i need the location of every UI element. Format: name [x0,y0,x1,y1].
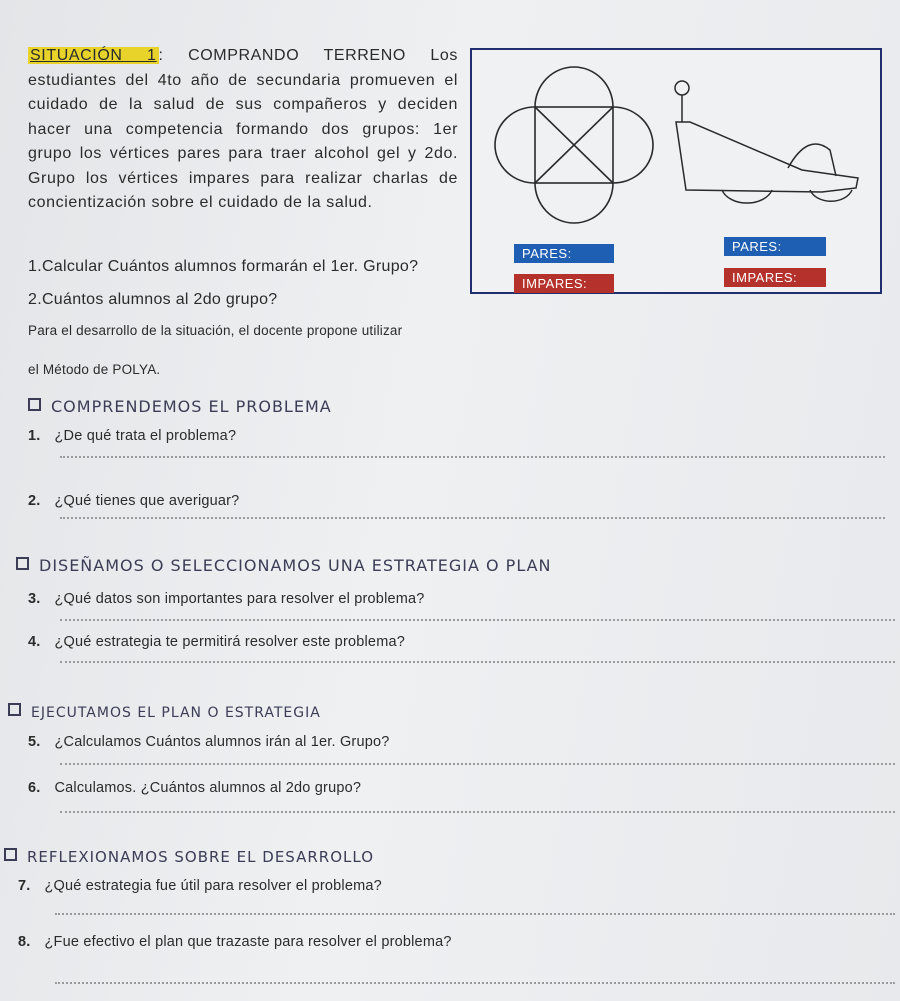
section-title: DISEÑAMOS O SELECCIONAMOS UNA ESTRATEGIA O PLAN [39,556,552,575]
question-7 [18,878,382,894]
answer-line-5[interactable] [60,763,895,765]
answer-line-2[interactable] [60,517,885,519]
question-number: 7. [18,878,31,894]
question-text: ¿Fue efectivo el plan que trazaste para resolver el problema? [44,934,452,950]
question-number: 5. [28,734,41,750]
answer-line-1[interactable] [60,456,885,458]
section-bullet-icon [16,557,29,570]
question-number: 1. [28,428,41,444]
section-title: EJECUTAMOS EL PLAN O ESTRATEGIA [31,705,321,721]
section-reflexionamos [4,848,374,866]
question-number: 6. [28,780,41,796]
intro-question-2: 2.Cuántos alumnos al 2do grupo? [28,291,278,308]
question-text: ¿Qué datos son importantes para resolver el problema? [54,591,425,607]
section-ejecutamos [8,703,321,721]
question-text: ¿Qué estrategia te permitirá resolver este problema? [54,634,405,650]
question-number: 4. [28,634,41,650]
method-paragraph-line-1: Para el desarrollo de la situación, el docente propone utilizar [28,323,403,338]
situation-label: SITUACIÓN 1 [30,47,157,64]
question-text: ¿Calculamos Cuántos alumnos irán al 1er. Grupo? [54,734,390,750]
question-number: 2. [28,493,41,509]
question-number: 8. [18,934,31,950]
question-3 [28,591,425,607]
situation-text [28,44,458,216]
section-title: REFLEXIONAMOS SOBRE EL DESARROLLO [27,848,375,866]
question-5 [28,734,390,750]
situation-body: : COMPRANDO TERRENO Los estudiantes del 4to año de secundaria promueven el cuidado de la salud de sus compañeros y deciden hacer una competencia formando dos grupos: 1er grupo los vértices pares para traer alcohol gel y 2do. Grupo los vértices impares para realizar charlas de concientización sobre el cuidado de la salud. [28,47,458,211]
question-text: ¿Qué estrategia fue útil para resolver el problema? [44,878,382,894]
section-bullet-icon [28,398,41,411]
answer-line-8[interactable] [55,982,895,984]
question-number: 3. [28,591,41,607]
left-pares-label: PARES: [514,244,614,263]
answer-line-4[interactable] [60,661,895,663]
right-pares-label: PARES: [724,237,826,256]
flower-square-figure [495,67,653,223]
question-6 [28,780,361,796]
section-title: COMPRENDEMOS EL PROBLEMA [51,397,332,416]
question-2 [28,493,239,509]
answer-line-7[interactable] [55,913,895,915]
section-disenamos [16,556,552,575]
question-4 [28,634,405,650]
right-impares-label: IMPARES: [724,268,826,287]
section-comprendemos [28,397,332,416]
cart-figure [675,81,858,203]
figure-panel [470,48,882,294]
answer-line-3[interactable] [60,619,895,621]
question-1 [28,428,236,444]
method-paragraph-line-2: el Método de POLYA. [28,362,161,377]
question-8 [18,934,452,950]
section-bullet-icon [8,703,21,716]
answer-line-6[interactable] [60,811,895,813]
question-text: ¿Qué tienes que averiguar? [54,493,240,509]
section-bullet-icon [4,848,17,861]
intro-question-1: 1.Calcular Cuántos alumnos formarán el 1er. Grupo? [28,258,419,275]
left-impares-label: IMPARES: [514,274,614,293]
question-text: Calculamos. ¿Cuántos alumnos al 2do grupo? [54,780,362,796]
question-text: ¿De qué trata el problema? [54,428,237,444]
